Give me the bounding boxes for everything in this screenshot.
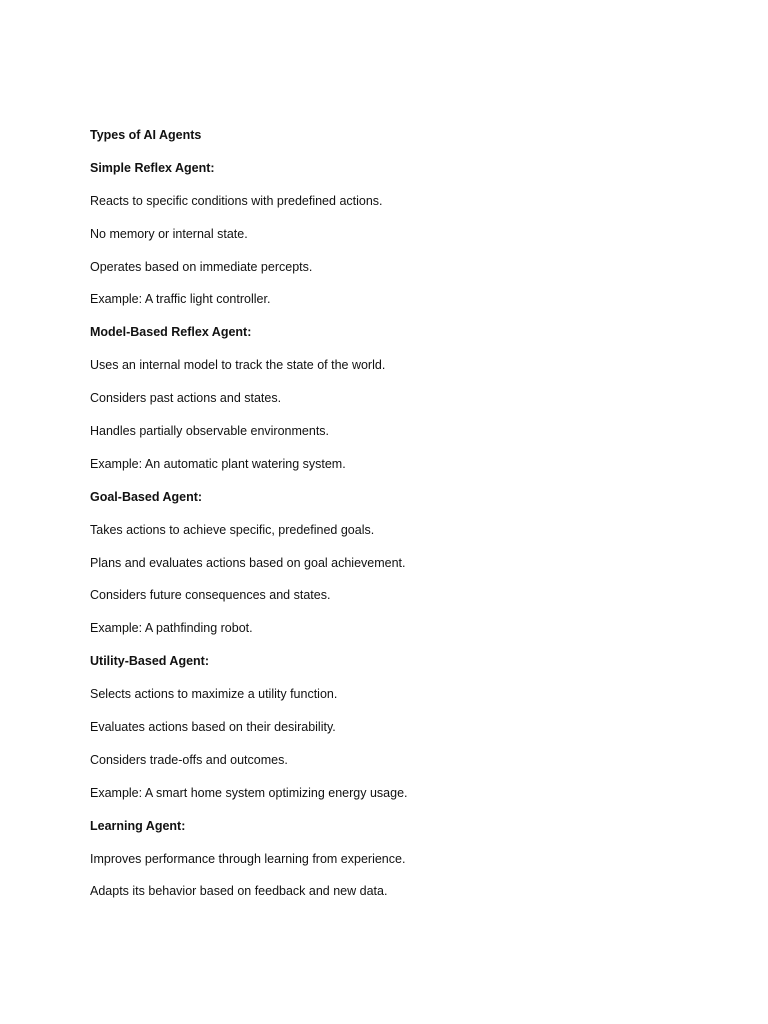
section-point: No memory or internal state.	[90, 226, 248, 241]
section-point: Evaluates actions based on their desirability.	[90, 720, 336, 735]
section-heading: Learning Agent:	[90, 818, 186, 833]
document-title: Types of AI Agents	[90, 128, 202, 142]
section-point: Reacts to specific conditions with predefined actions.	[90, 193, 383, 208]
section-heading: Utility-Based Agent:	[90, 654, 209, 669]
section-point: Example: A traffic light controller.	[90, 292, 271, 307]
section-point: Plans and evaluates actions based on goal achievement.	[90, 555, 406, 570]
section-point: Considers past actions and states.	[90, 391, 282, 406]
section-heading: Model-Based Reflex Agent:	[90, 325, 252, 340]
section-point: Example: An automatic plant watering system.	[90, 456, 346, 471]
section-point: Improves performance through learning from experience.	[90, 851, 406, 866]
document-body	[90, 126, 710, 915]
section-point: Takes actions to achieve specific, predefined goals.	[90, 522, 375, 537]
section-heading: Simple Reflex Agent:	[90, 160, 215, 175]
section-point: Adapts its behavior based on feedback and new data.	[90, 884, 388, 899]
section-point: Considers trade-offs and outcomes.	[90, 752, 288, 767]
section-point: Example: A smart home system optimizing energy usage.	[90, 785, 408, 800]
section-heading: Goal-Based Agent:	[90, 489, 203, 504]
section-point: Handles partially observable environments.	[90, 424, 330, 439]
section-point: Example: A pathfinding robot.	[90, 621, 253, 636]
section-point: Uses an internal model to track the state of the world.	[90, 358, 386, 373]
section-point: Operates based on immediate percepts.	[90, 259, 313, 274]
section-point: Considers future consequences and states.	[90, 588, 331, 603]
section-point: Selects actions to maximize a utility function.	[90, 687, 338, 702]
